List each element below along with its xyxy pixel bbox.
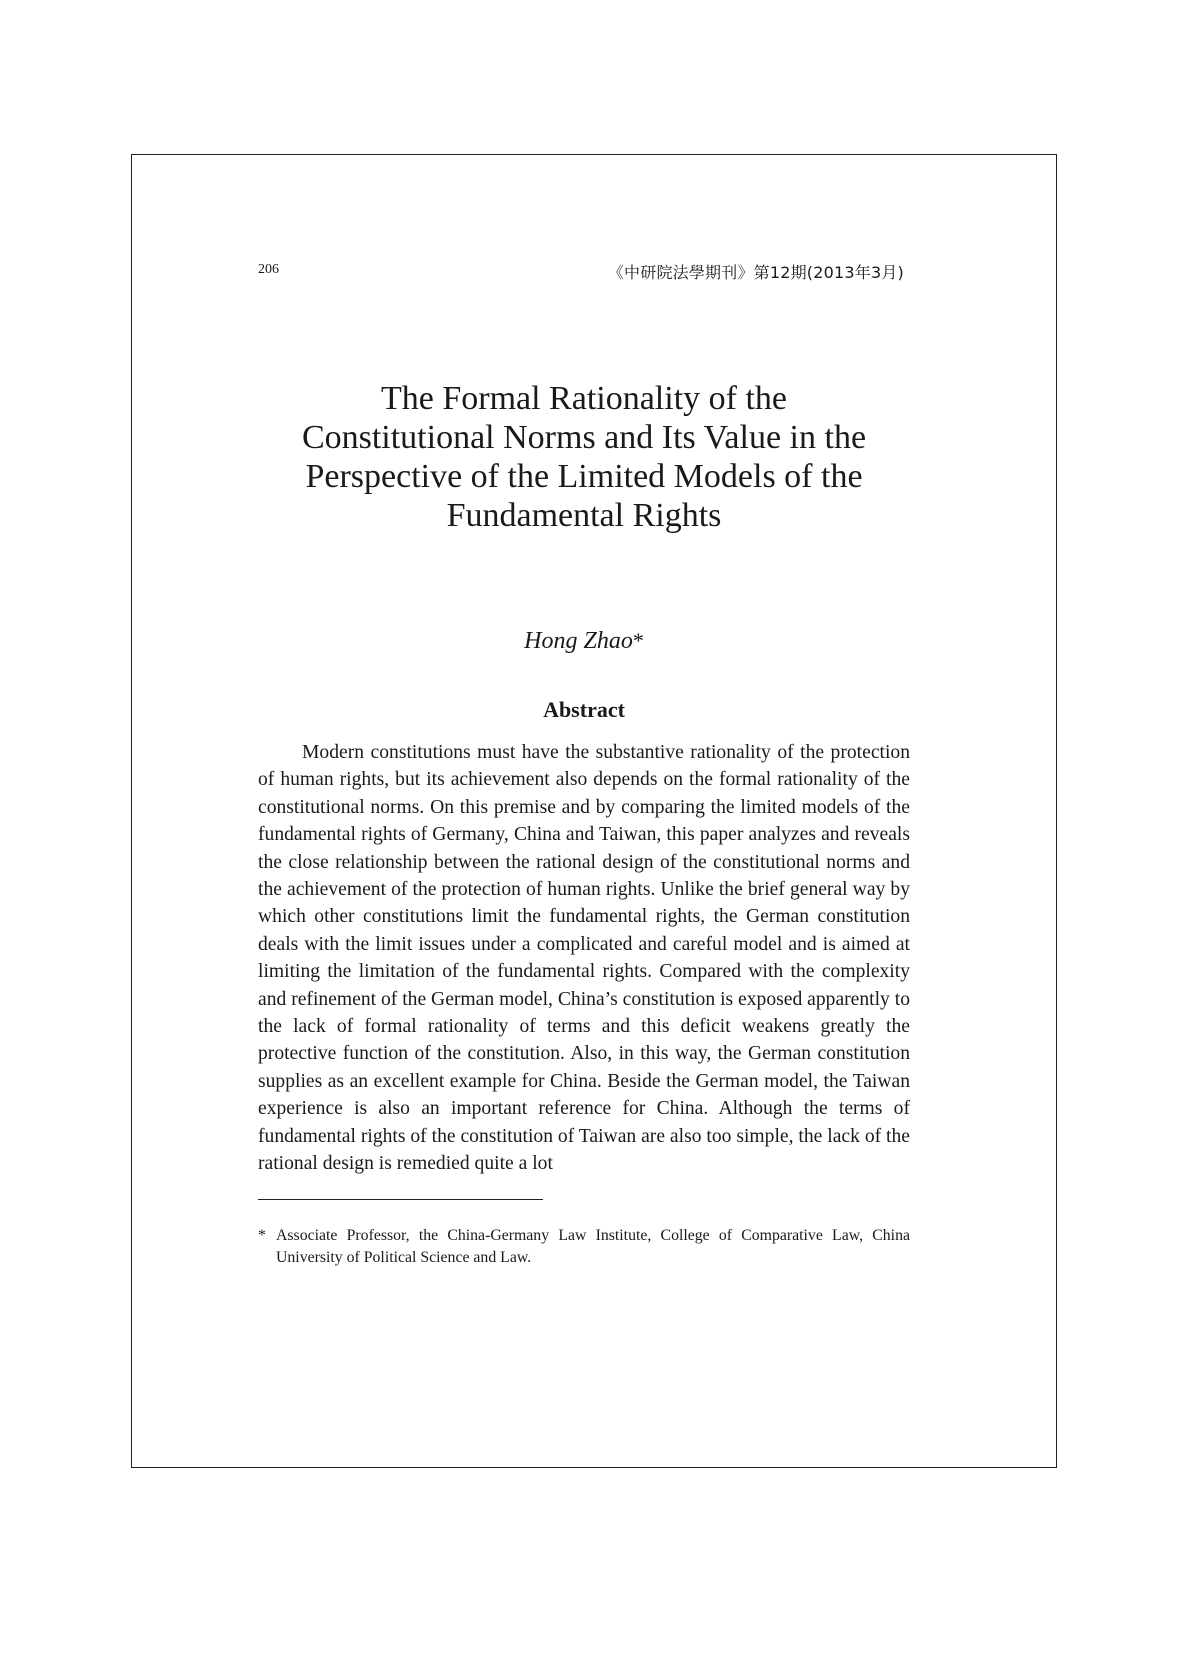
author-footnote-mark: * <box>632 628 644 653</box>
author-line <box>258 628 910 655</box>
footnote <box>258 1225 910 1269</box>
footnote-mark: * <box>258 1226 266 1244</box>
abstract-heading: Abstract <box>543 697 625 722</box>
title-line: Constitutional Norms and Its Value in the <box>301 419 867 456</box>
title-line: The Formal Rationality of the <box>380 380 788 417</box>
article-title <box>258 379 910 535</box>
title-line: Perspective of the Limited Models of the <box>305 458 863 495</box>
footnote-text: Associate Professor, the China-Germany Law Institute, College of Comparative Law, China University of Political Science and Law. <box>276 1226 910 1266</box>
running-header <box>258 260 910 284</box>
abstract-text: Modern constitutions must have the substantive rationality of the protection of human rights, but its achievement also depends on the formal rationality of the constitutional norms. On this premise and by comparing the limited models of the fundamental rights of Germany, China and Taiwan, this paper analyzes and reveals the close relationship between the rational design of the constitutional norms and the achievement of the protection of human rights. Unlike the brief general way by which other constitutions limit the fundamental rights, the German constitution deals with the limit issues under a complicated and careful model and is aimed at limiting the limitation of the fundamental rights. Compared with the complexity and refinement of the German model, China’s constitution is exposed apparently to the lack of formal rationality of terms and this deficit weakens greatly the protective function of the constitution. Also, in this way, the German constitution supplies as an excellent example for China. Beside the German model, the Taiwan experience is also an important reference for China. Although the terms of fundamental rights of the constitution of Taiwan are also too simple, the lack of the rational design is remedied quite a lot <box>258 742 910 1175</box>
footnote-divider <box>258 1199 543 1200</box>
journal-name: 《中研院法學期刊》第12期(2013年3月) <box>607 263 904 282</box>
page-number: 206 <box>258 262 279 277</box>
title-line: Fundamental Rights <box>446 497 722 534</box>
author-name: Hong Zhao <box>524 628 633 654</box>
page-content <box>258 260 910 1269</box>
